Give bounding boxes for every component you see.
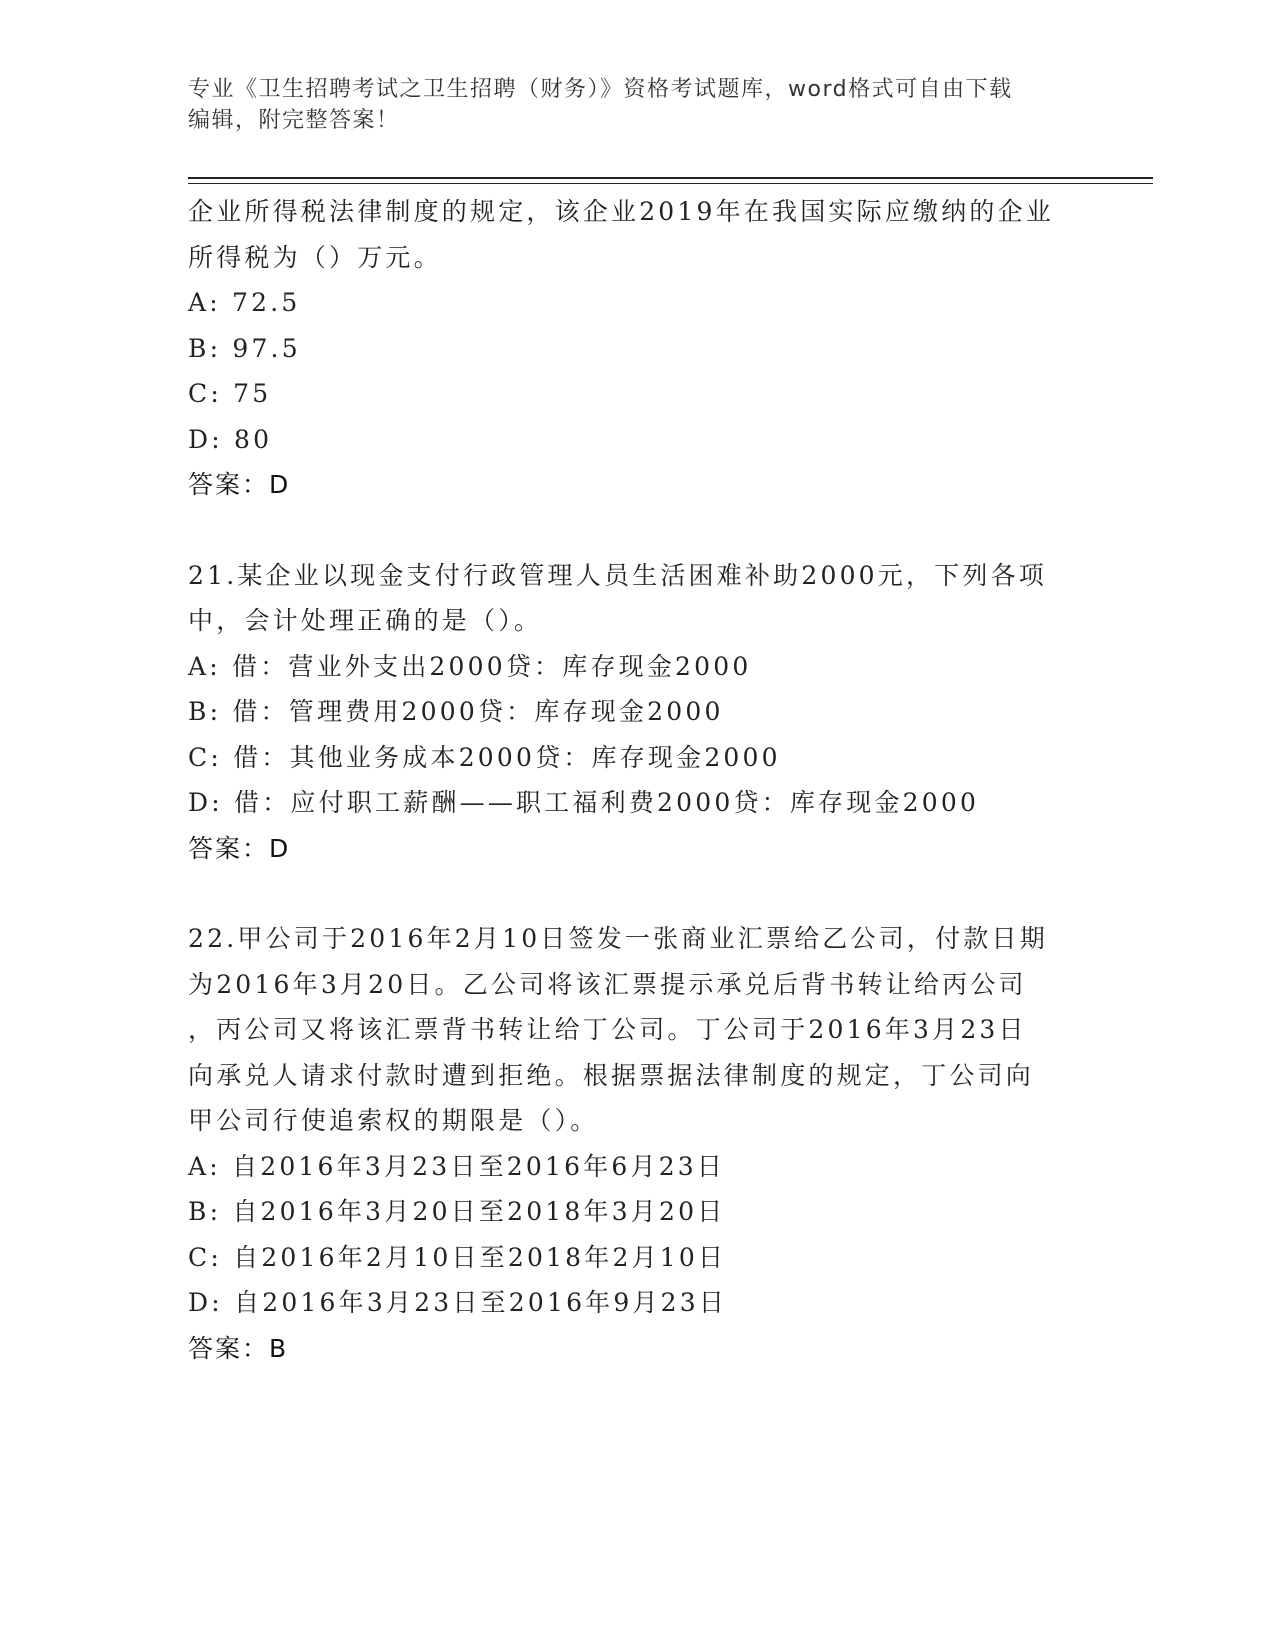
question-stem-line: 向承兑人请求付款时遭到拒绝。根据票据法律制度的规定，丁公司向 [188, 1060, 1035, 1090]
header-divider-thick [188, 177, 1153, 179]
question-stem-line: ，丙公司又将该汇票背书转让给丁公司。丁公司于2016年3月23日 [188, 1015, 1027, 1044]
option-c: C: 自2016年2月10日至2018年2月10日 [188, 1242, 727, 1272]
document-header [188, 74, 1088, 136]
answer-line: 答案：B [188, 1333, 289, 1363]
header-line-2: 编辑，附完整答案！ [188, 108, 400, 133]
option-b: B: 借：管理费用2000贷：库存现金2000 [188, 697, 724, 726]
option-b: B: 97.5 [188, 333, 301, 363]
document-body [188, 189, 1088, 1371]
question-stem-line: 中，会计处理正确的是（）。 [188, 606, 543, 635]
option-c: C: 75 [188, 379, 272, 408]
header-line-1: 专业《卫生招聘考试之卫生招聘（财务）》资格考试题库，word格式可自由下载 [188, 77, 1013, 102]
option-a: A: 72.5 [188, 288, 301, 317]
answer-line: 答案：D [188, 470, 291, 499]
question-continued [188, 189, 1088, 508]
question-stem-line: 甲公司行使追索权的期限是（）。 [188, 1106, 599, 1135]
question-stem-line: 21.某企业以现金支付行政管理人员生活困难补助2000元，下列各项 [188, 560, 1047, 590]
question-stem-line: 22.甲公司于2016年2月10日签发一张商业汇票给乙公司，付款日期 [188, 924, 1048, 953]
question-stem-line: 企业所得税法律制度的规定，该企业2019年在我国实际应缴纳的企业 [188, 197, 1055, 226]
header-divider-thin [188, 183, 1153, 184]
option-a: A: 自2016年3月23日至2016年6月23日 [188, 1151, 726, 1181]
option-d: D: 借：应付职工薪酬——职工福利费2000贷：库存现金2000 [188, 788, 980, 817]
option-b: B: 自2016年3月20日至2018年3月20日 [188, 1197, 726, 1226]
option-d: D: 自2016年3月23日至2016年9月23日 [188, 1288, 728, 1317]
question-stem-line: 所得税为（）万元。 [188, 242, 442, 272]
question-21 [188, 553, 1088, 872]
option-d: D: 80 [188, 424, 273, 454]
answer-line: 答案：D [188, 833, 291, 863]
option-c: C: 借：其他业务成本2000贷：库存现金2000 [188, 742, 781, 772]
option-a: A: 借：营业外支出2000贷：库存现金2000 [188, 651, 752, 681]
question-22 [188, 916, 1088, 1371]
question-stem-line: 为2016年3月20日。乙公司将该汇票提示承兑后背书转让给丙公司 [188, 969, 1027, 999]
